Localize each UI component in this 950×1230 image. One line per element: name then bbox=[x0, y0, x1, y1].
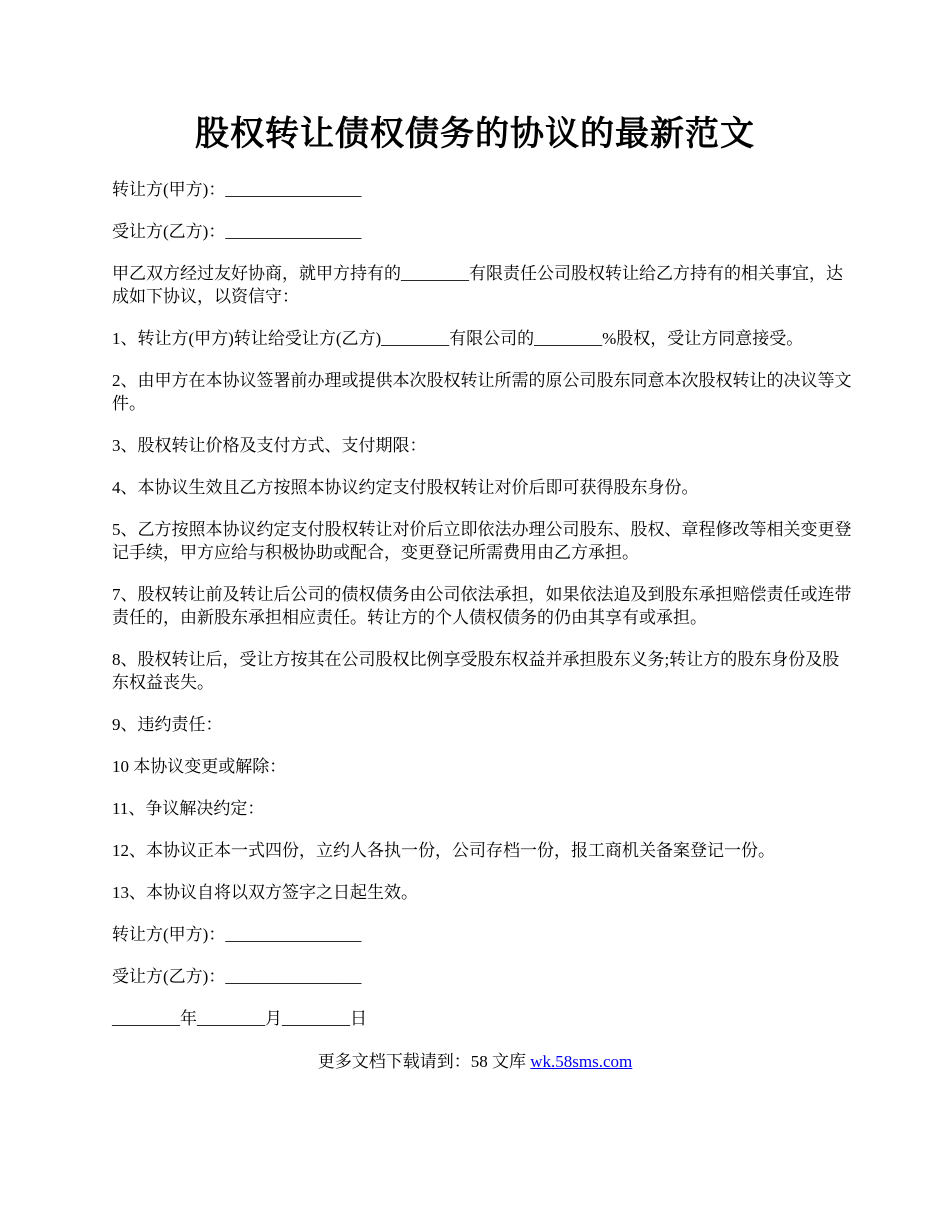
clause-8: 8、股权转让后，受让方按其在公司股权比例享受股东权益并承担股东义务;转让方的股东身份及股东权益丧失。 bbox=[112, 650, 840, 692]
clause-9: 9、违约责任： bbox=[112, 715, 223, 734]
signature-transferee: 受让方(乙方)：________________ bbox=[112, 967, 362, 986]
clause-1: 1、转让方(甲方)转让给受让方(乙方)________有限公司的________%股权，受让方同意接受。 bbox=[112, 329, 804, 348]
clause-10: 10 本协议变更或解除： bbox=[112, 757, 287, 776]
clause-5: 5、乙方按照本协议约定支付股权转让对价后立即依法办理公司股东、股权、章程修改等相关变更登记手续，甲方应给与积极协助或配合，变更登记所需费用由乙方承担。 bbox=[112, 520, 852, 562]
clause-4: 4、本协议生效且乙方按照本协议约定支付股权转让对价后即可获得股东身份。 bbox=[112, 478, 699, 497]
clause-2: 2、由甲方在本协议签署前办理或提供本次股权转让所需的原公司股东同意本次股权转让的决议等文件。 bbox=[112, 371, 852, 413]
document-body bbox=[112, 178, 852, 1049]
transferor-line: 转让方(甲方)：________________ bbox=[112, 180, 362, 199]
document-title: 股权转让债权债务的协议的最新范文 bbox=[195, 116, 755, 153]
footer-text: 更多文档下载请到：58 文库 bbox=[317, 1052, 531, 1071]
signature-transferor: 转让方(甲方)：________________ bbox=[112, 925, 362, 944]
signature-date: ________年________月________日 bbox=[112, 1009, 367, 1028]
clause-3: 3、股权转让价格及支付方式、支付期限： bbox=[112, 436, 427, 455]
clause-11: 11、争议解决约定： bbox=[112, 799, 265, 818]
download-footer bbox=[0, 1050, 950, 1074]
clause-7: 7、股权转让前及转让后公司的债权债务由公司依法承担，如果依法追及到股东承担赔偿责任或连带责任的，由新股东承担相应责任。转让方的个人债权债务的仍由其享有或承担。 bbox=[112, 585, 852, 627]
transferee-line: 受让方(乙方)：________________ bbox=[112, 222, 362, 241]
intro-paragraph: 甲乙双方经过友好协商，就甲方持有的________有限责任公司股权转让给乙方持有的相关事宜，达成如下协议，以资信守： bbox=[112, 264, 843, 306]
footer-link[interactable]: wk.58sms.com bbox=[530, 1052, 633, 1071]
clause-12: 12、本协议正本一式四份，立约人各执一份，公司存档一份，报工商机关备案登记一份。 bbox=[112, 841, 775, 860]
clause-13: 13、本协议自将以双方签字之日起生效。 bbox=[112, 883, 418, 902]
